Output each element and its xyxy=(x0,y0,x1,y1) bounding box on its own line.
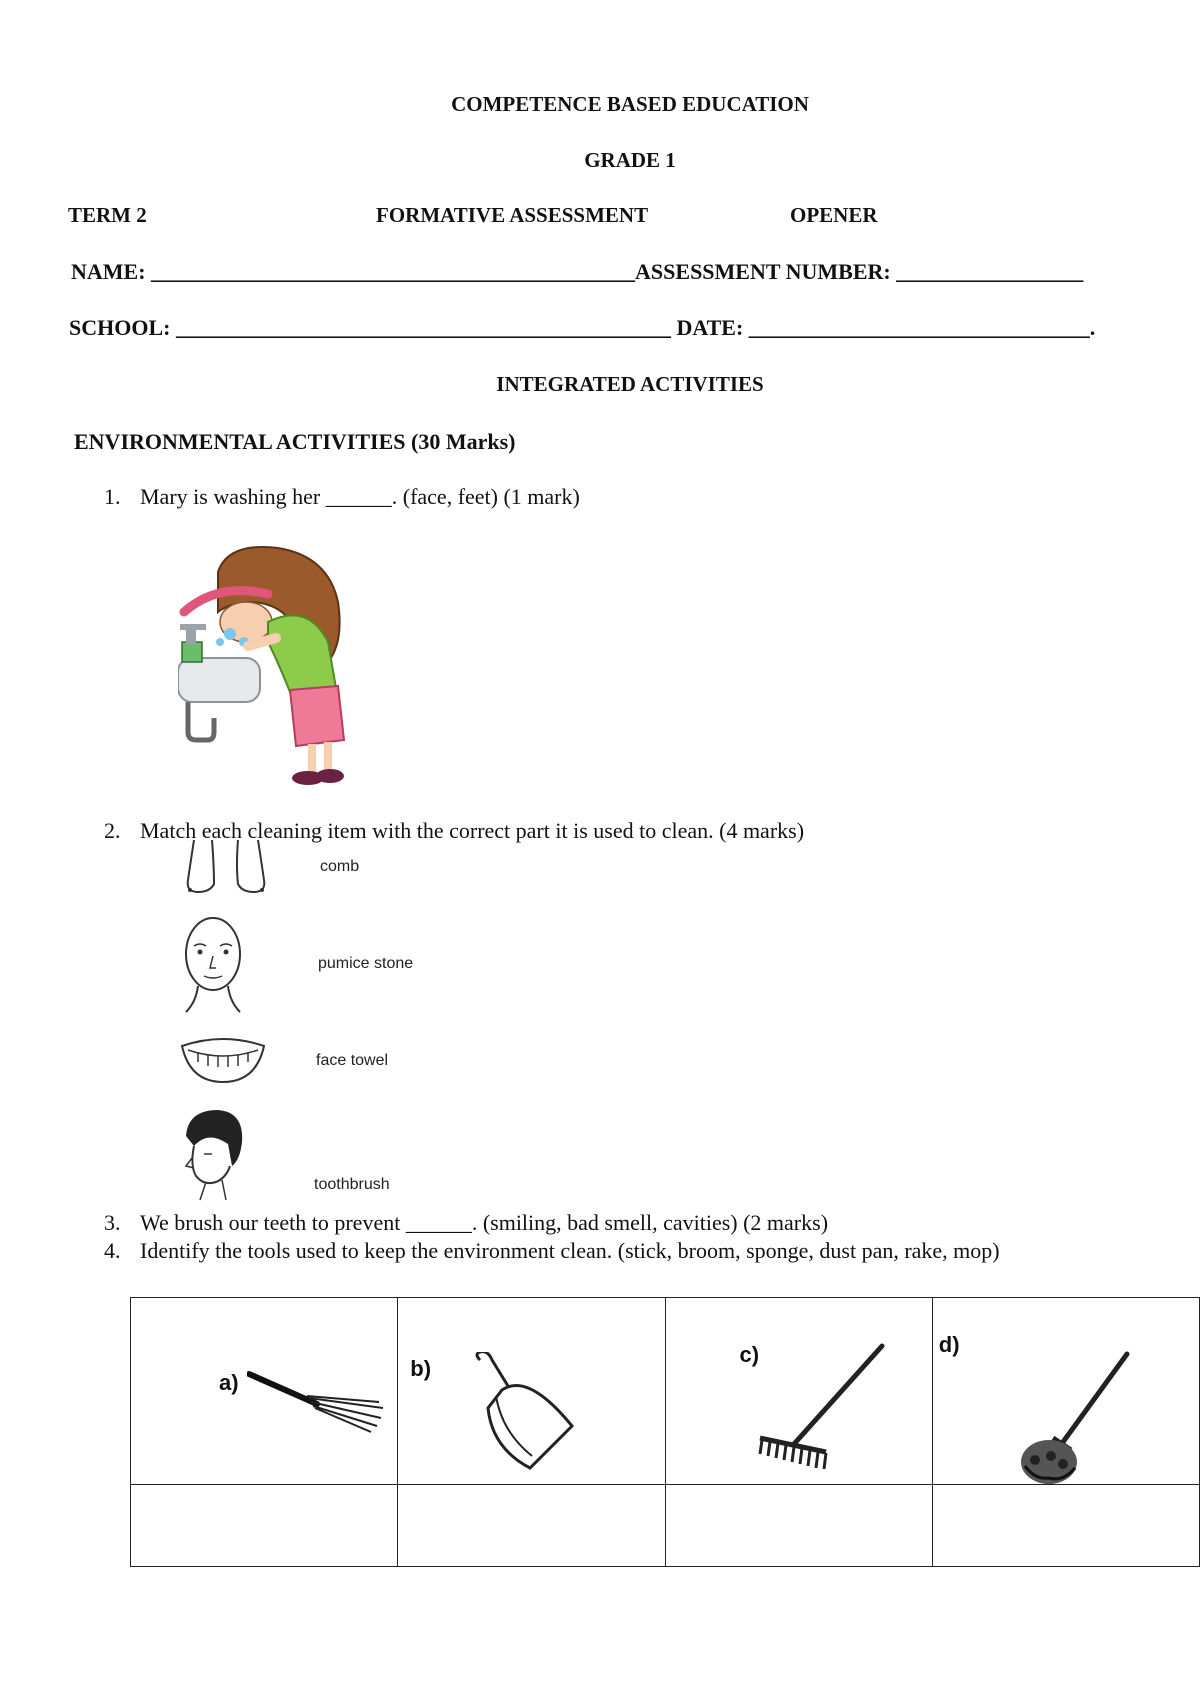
broom-icon xyxy=(247,1368,387,1438)
answer-cell-d[interactable] xyxy=(932,1485,1199,1567)
name-field-line[interactable]: NAME: ____________________________________________ASSESSMENT NUMBER: _________________ xyxy=(71,259,1084,284)
term-label: TERM 2 xyxy=(68,203,147,227)
match-item-toothbrush: toothbrush xyxy=(314,1176,390,1193)
question-3-text: We brush our teeth to prevent ______. (smiling, bad smell, cavities) (2 marks) xyxy=(140,1210,829,1235)
hair-icon xyxy=(178,1106,248,1202)
girl-washing-face-icon xyxy=(178,542,358,792)
teeth-icon xyxy=(178,1036,268,1086)
rake-icon xyxy=(754,1342,886,1470)
assessment-type-label: FORMATIVE ASSESSMENT xyxy=(376,203,649,227)
opener-label: OPENER xyxy=(790,203,878,227)
match-item-comb: comb xyxy=(320,858,360,875)
dustpan-icon xyxy=(472,1352,582,1472)
section-title: INTEGRATED ACTIVITIES xyxy=(496,372,764,396)
feet-icon xyxy=(180,836,272,896)
document-title: COMPETENCE BASED EDUCATION xyxy=(451,92,809,116)
question-2-number: 2. xyxy=(104,818,121,843)
tool-letter-a: a) xyxy=(219,1370,239,1395)
tool-cell-c xyxy=(665,1298,932,1485)
school-field-line[interactable]: SCHOOL: _____________________________________________ DATE: _______________________________. xyxy=(69,315,1096,340)
question-1-number: 1. xyxy=(104,484,121,509)
question-4-number: 4. xyxy=(104,1238,121,1263)
tools-table xyxy=(130,1297,1200,1567)
question-1-text: Mary is washing her ______. (face, feet) (1 mark) xyxy=(140,484,580,509)
question-4-text: Identify the tools used to keep the environment clean. (stick, broom, sponge, dust pan, rake, mop) xyxy=(140,1238,1000,1263)
face-icon xyxy=(180,912,246,1014)
subject-title: ENVIRONMENTAL ACTIVITIES (30 Marks) xyxy=(74,429,516,454)
match-item-face-towel: face towel xyxy=(316,1052,389,1069)
answer-cell-a[interactable] xyxy=(131,1485,398,1567)
tool-cell-b xyxy=(398,1298,665,1485)
grade-label: GRADE 1 xyxy=(584,148,676,172)
match-item-pumice-stone: pumice stone xyxy=(318,955,414,972)
tool-letter-b: b) xyxy=(410,1356,432,1381)
tool-cell-a xyxy=(131,1298,398,1485)
answer-cell-c[interactable] xyxy=(665,1485,932,1567)
question-2-text: Match each cleaning item with the correct part it is used to clean. (4 marks) xyxy=(140,818,805,843)
question-3-number: 3. xyxy=(104,1210,121,1235)
tool-letter-c: c) xyxy=(739,1342,760,1367)
mop-icon xyxy=(1005,1348,1135,1488)
tool-cell-d xyxy=(932,1298,1199,1485)
tool-letter-d: d) xyxy=(938,1332,960,1357)
answer-cell-b[interactable] xyxy=(398,1485,665,1567)
